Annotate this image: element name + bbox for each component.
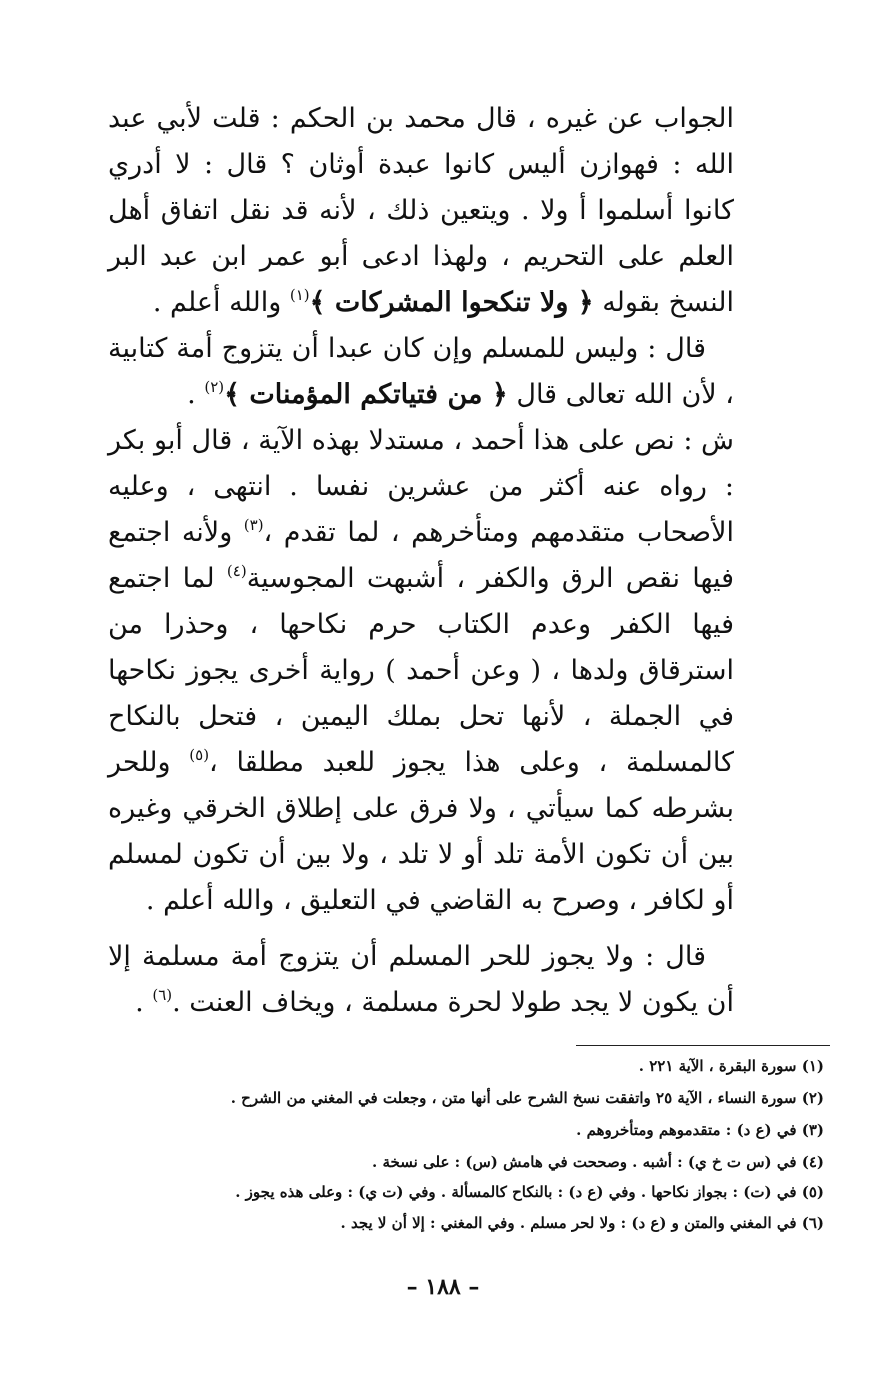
footnote-ref: (٣) xyxy=(243,516,264,534)
paragraph-1 xyxy=(108,96,734,326)
paragraph-3 xyxy=(108,418,734,924)
footnote-5: (٥) في (ت) : بجواز نكاحها . وفي (ع د) : بالنكاح كالمسألة . وفي (ت ي) : وعلى هذه يجوز . xyxy=(235,1183,824,1201)
footnote-6: (٦) في المغني والمتن و (ع د) : ولا لحر مسلم . وفي المغني : إلا أن لا يجد . xyxy=(340,1214,824,1232)
footnote-1: (١) سورة البقرة ، الآية ٢٢١ . xyxy=(638,1057,824,1075)
footnote-ref: (١) xyxy=(289,286,310,304)
footnote-ref: (٥) xyxy=(189,746,210,764)
paragraph-text: قال : وليس للمسلم وإن كان عبدا أن يتزوج أمة كتابية ، لأن الله تعالى قال xyxy=(108,333,734,410)
footnote-separator xyxy=(576,1045,830,1046)
main-text xyxy=(108,96,734,1026)
quran-verse: ﴿ ولا تنكحوا المشركات ﴾ xyxy=(309,287,594,318)
paragraph-text: . xyxy=(135,987,153,1018)
paragraph-text: الجواب عن غيره ، قال محمد بن الحكم : قلت لأبي عبد الله : فهوازن أليس كانوا عبدة أوثان ؟ قال : لا أدري كانوا أسلموا أ ولا . ويتعين ذلك ، لأنه قد نقل اتفاق أهل العلم على التحريم ، ولهذا ادعى أبو عمر ابن عبد البر النسخ بقوله xyxy=(108,103,734,318)
footnote-ref: (٦) xyxy=(152,986,173,1004)
paragraph-text: قال : ولا يجوز للحر المسلم أن يتزوج أمة مسلمة إلا أن يكون لا يجد طولا لحرة مسلمة ، ويخاف العنت . xyxy=(108,941,734,1018)
paragraph-text: ولأنه اجتمع فيها نقص الرق والكفر ، أشبهت المجوسية xyxy=(108,517,734,594)
quran-verse: ﴿ من فتياتكم المؤمنات ﴾ xyxy=(224,379,508,410)
paragraph-text: لما اجتمع فيها الكفر وعدم الكتاب حرم نكاحها ، وحذرا من استرقاق ولدها ، ( وعن أحمد ) رواية أخرى يجوز نكاحها في الجملة ، لأنها تحل بملك اليمين ، فتحل بالنكاح كالمسلمة ، وعلى هذا يجوز للعبد مطلقا ، xyxy=(108,563,734,778)
footnote-ref: (٢) xyxy=(204,378,225,396)
footnote-ref: (٤) xyxy=(226,562,247,580)
footnote-2: (٢) سورة النساء ، الآية ٢٥ واتفقت نسخ الشرح على أنها متن ، وجعلت في المغني من الشرح . xyxy=(230,1089,824,1107)
paragraph-text: وللحر بشرطه كما سيأتي ، ولا فرق على إطلاق الخرقي وغيره بين أن تكون الأمة تلد أو لا تلد ، ولا بين أن تكون لمسلم أو لكافر ، وصرح به القاضي في التعليق ، والله أعلم . xyxy=(108,747,734,916)
footnote-4: (٤) في (س ت خ ي) : أشبه . وصححت في هامش (س) : على نسخة . xyxy=(372,1153,824,1171)
footnotes xyxy=(108,1050,824,1239)
page-number: – ١٨٨ – xyxy=(406,1274,480,1300)
paragraph-text: ش : نص على هذا أحمد ، مستدلا بهذه الآية ، قال أبو بكر : رواه عنه أكثر من عشرين نفسا . انتهى ، وعليه الأصحاب متقدمهم ومتأخرهم ، لما تقدم ، xyxy=(108,425,735,548)
paragraph-text: والله أعلم . xyxy=(152,287,290,318)
paragraph-text: . xyxy=(187,379,205,410)
paragraph-4 xyxy=(108,934,734,1026)
footnote-3: (٣) في (ع د) : متقدموهم ومتأخروهم . xyxy=(576,1121,824,1139)
paragraph-2 xyxy=(108,326,734,418)
